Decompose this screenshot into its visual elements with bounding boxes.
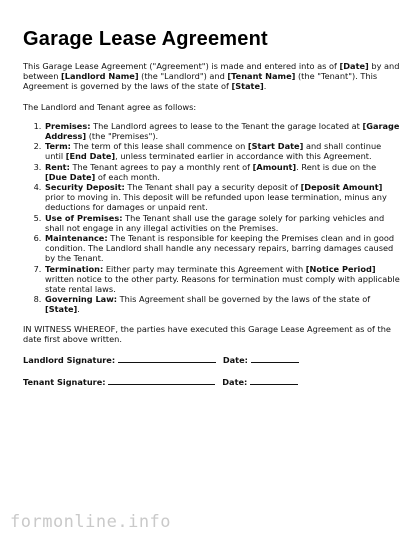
landlord-date-label: Date:	[222, 355, 248, 366]
clause-premises: 1. Premises: The Landlord agrees to lease to the Tenant the garage located at [Garage Address] (the "Premises").	[44, 121, 400, 141]
placeholder-field: [Amount]	[252, 161, 297, 172]
placeholder-field: Governing Law:	[45, 294, 118, 305]
landlord-signature-line[interactable]	[118, 354, 216, 363]
watermark-text: formonline.info	[10, 512, 172, 532]
tenant-signature-row	[23, 376, 400, 387]
placeholder-field: Premises:	[45, 120, 91, 131]
document-title: Garage Lease Agreement	[23, 28, 268, 50]
placeholder-field: [Start Date]	[247, 141, 304, 152]
clause-rent: 3. Rent: The Tenant agrees to pay a monthly rent of [Amount]. Rent is due on the [Due Date] of each month.	[44, 162, 400, 182]
witness-paragraph: IN WITNESS WHEREOF, the parties have executed this Garage Lease Agreement as of the date first above written.	[23, 323, 391, 344]
placeholder-field: Maintenance:	[45, 233, 108, 244]
tenant-date-label: Date:	[222, 377, 248, 388]
agreement-lead-in: The Landlord and Tenant agree as follows:	[23, 101, 197, 112]
clause-maintenance: 6. Maintenance: The Tenant is responsible for keeping the Premises clean and in good condition. The Landlord shall handle any necessary repairs, barring damages caused by the Tenant.	[44, 233, 400, 264]
placeholder-field: [Garage Address]	[45, 120, 400, 142]
placeholder-field: [End Date]	[65, 151, 116, 162]
clause-security-deposit: 4. Security Deposit: The Tenant shall pay a security deposit of [Deposit Amount] prior to moving in. This deposit will be refunded upon lease termination, minus any deductions for damages or unpaid rent.	[44, 182, 400, 213]
landlord-signature-row	[23, 354, 400, 365]
placeholder-field: Rent:	[45, 161, 70, 172]
tenant-date-line[interactable]	[250, 376, 298, 385]
placeholder-field: [Notice Period]	[305, 263, 376, 274]
placeholder-field: Termination:	[45, 263, 104, 274]
tenant-signature-line[interactable]	[108, 376, 215, 385]
landlord-signature-label: Landlord Signature:	[23, 355, 116, 366]
placeholder-field: [Landlord Name]	[61, 71, 139, 82]
placeholder-field: [Deposit Amount]	[300, 182, 383, 193]
intro-paragraph: This Garage Lease Agreement ("Agreement") is made and entered into as of [Date] by and between [Landlord Name] (the "Landlord") and [Tenant Name] (the "Tenant"). This Agreement is governed by the laws of the state of [State].	[23, 61, 400, 92]
placeholder-field: [State]	[45, 304, 78, 315]
clause-governing-law: 8. Governing Law: This Agreement shall be governed by the laws of the state of [State].	[44, 294, 400, 314]
tenant-signature-label: Tenant Signature:	[23, 377, 106, 388]
document	[23, 28, 400, 398]
clause-term: 2. Term: The term of this lease shall commence on [Start Date] and shall continue until [End Date], unless terminated earlier in accordance with this Agreement.	[44, 141, 400, 161]
landlord-date-line[interactable]	[251, 354, 299, 363]
placeholder-field: [Tenant Name]	[227, 71, 296, 82]
clause-list	[23, 121, 400, 315]
placeholder-field: [Date]	[339, 61, 369, 71]
clause-termination: 7. Termination: Either party may terminate this Agreement with [Notice Period] written notice to the other party. Reasons for termination must comply with applicable state rental laws.	[44, 264, 400, 295]
placeholder-field: Term:	[45, 141, 71, 152]
placeholder-field: Security Deposit:	[45, 182, 125, 193]
placeholder-field: [State]	[231, 81, 264, 92]
placeholder-field: Use of Premises:	[45, 212, 123, 223]
clause-use-of-premises: 5. Use of Premises: The Tenant shall use the garage solely for parking vehicles and shall not engage in any illegal activities on the Premises.	[44, 213, 400, 233]
placeholder-field: [Due Date]	[45, 171, 96, 182]
